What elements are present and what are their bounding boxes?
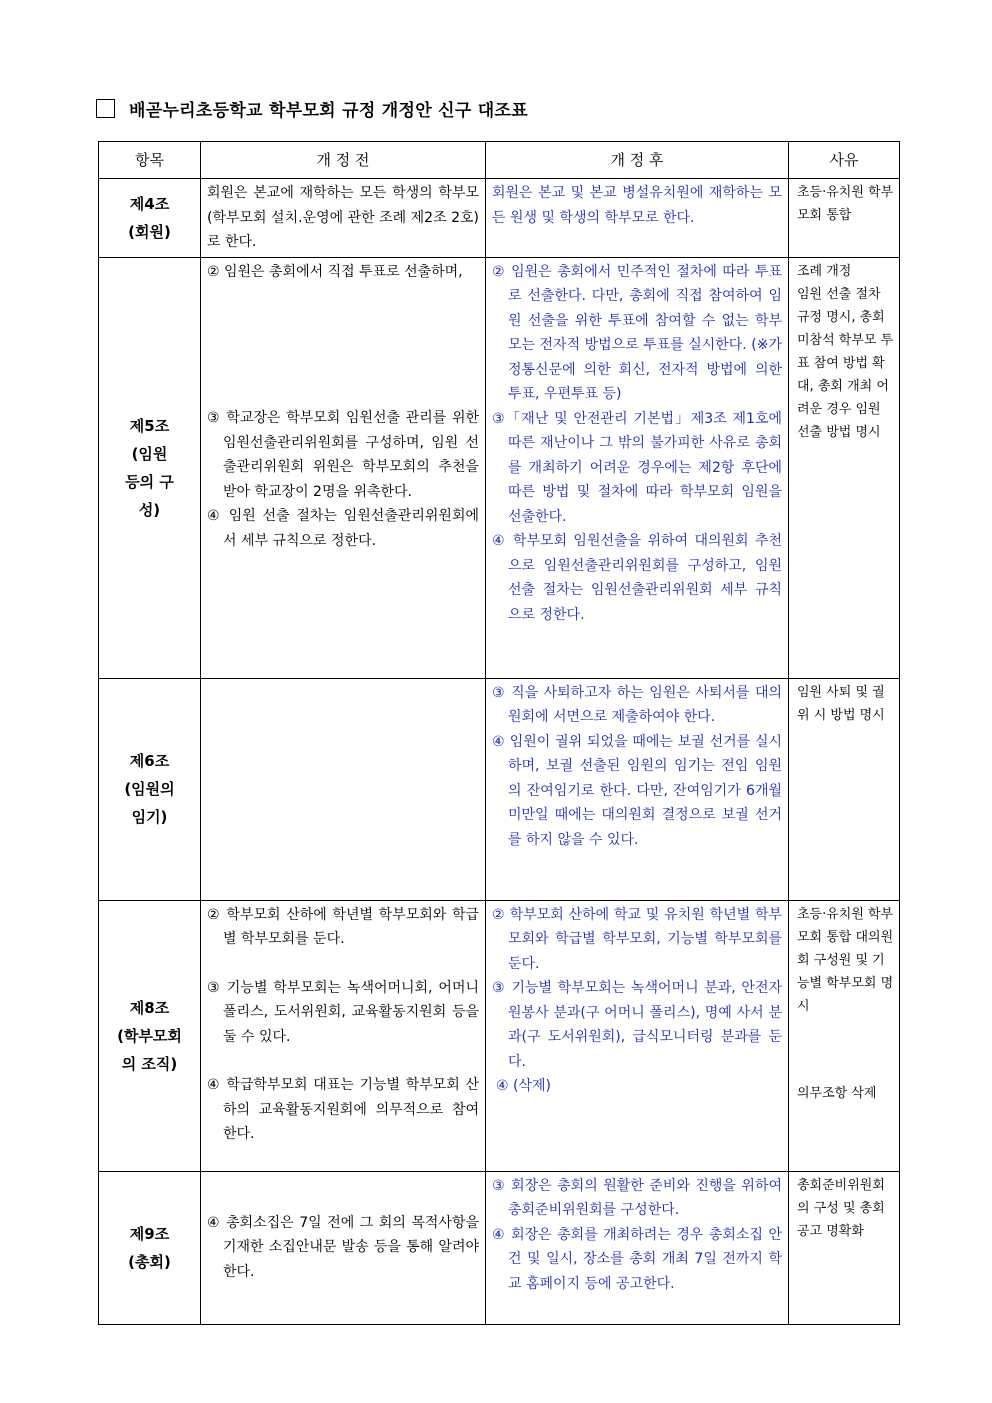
reason-cell — [789, 257, 900, 678]
reason-cell — [789, 678, 900, 900]
before-item: ② 학부모회 산하에 학년별 학부모회와 학급별 학부모회를 둔다. — [207, 906, 479, 947]
after-item: ④ 학부모회 임원선출을 위하여 대의원회 추천으로 임원선출관리위원회를 구성하고, 임원 선출 절차는 임원선출관리위원회 세부 규칙으로 정한다. — [492, 533, 782, 623]
article-cell — [99, 678, 201, 900]
reason-text: 초등·유치원 학부모회 통합 — [797, 185, 894, 223]
reason-cell — [789, 179, 900, 258]
article-number: 제4조 — [129, 194, 170, 213]
reason-text: 임원 사퇴 및 궐위 시 방법 명시 — [797, 684, 885, 723]
reason-text: 조례 개정 — [797, 263, 852, 279]
article-number: 제8조 — [129, 998, 170, 1017]
reason-text: 임원 선출 절차 규정 명시, 총회 미참석 학부모 투표 참여 방법 확대, 총회 개최 어려운 경우 임원 선출 방법 명시 — [797, 286, 894, 440]
after-item: ③ 직을 사퇴하고자 하는 임원은 사퇴서를 대의원회에 서면으로 제출하여야 한다. — [492, 684, 782, 725]
table-row — [99, 678, 900, 900]
before-item: ④ 학급학부모회 대표는 기능별 학부모회 산하의 교육활동지원회에 의무적으로 참여한다. — [207, 1077, 479, 1142]
before-item: ④ 총회소집은 7일 전에 그 회의 목적사항을 기재한 소집안내문 발송 등을 통해 알려야 한다. — [207, 1214, 479, 1280]
article-number: 제6조 — [129, 752, 170, 770]
article-cell — [99, 257, 201, 678]
table-row — [99, 257, 900, 678]
header-row — [99, 142, 900, 179]
after-cell — [486, 257, 789, 678]
before-text: 회원은 본교에 재학하는 모든 학생의 학부모(학부모회 설치.운영에 관한 조례 제2조 2호)로 한다. — [207, 185, 479, 250]
header-after: 개 정 후 — [486, 142, 789, 179]
after-item: ④ 임원이 궐위 되었을 때에는 보궐 선거를 실시하며, 보궐 선출된 임원의 임기는 전임 임원의 잔여임기로 한다. 다만, 잔여임기가 6개월 미만일 때에는 대의원회 결정으로 보궐 선거를 하지 않을 수 있다. — [492, 733, 782, 848]
after-item: ③「재난 및 안전관리 기본법」제3조 제1호에 따른 재난이나 그 밖의 불가피한 사유로 총회를 개최하기 어려운 경우에는 제2항 후단에 따른 방법 및 절차에 따라 학부모회 임원을 선출한다. — [492, 410, 782, 525]
before-cell — [201, 1171, 486, 1324]
after-item: ③ 기능별 학부모회는 녹색어머니 분과, 안전자원봉사 분과(구 어머니 폴리스), 명예 사서 분과(구 도서위원회), 급식모니터링 분과를 둔다. — [492, 980, 782, 1070]
before-cell — [201, 257, 486, 678]
after-cell — [486, 179, 789, 258]
article-cell — [99, 179, 201, 258]
after-text: 회원은 본교 및 본교 병설유치원에 재학하는 모든 원생 및 학생의 학부모로 한다. — [492, 185, 782, 226]
article-number: 제9조 — [129, 1224, 170, 1243]
before-cell — [201, 179, 486, 258]
before-cell — [201, 678, 486, 900]
after-item: ④ (삭제) — [496, 1078, 551, 1094]
header-item: 항목 — [99, 142, 201, 179]
before-item: ④ 임원 선출 절차는 임원선출관리위원회에서 세부 규칙으로 정한다. — [207, 508, 479, 549]
document-title — [96, 95, 528, 121]
before-item: ③ 기능별 학부모회는 녹색어머니회, 어머니 폴리스, 도서위원회, 교육활동지원회 등을 둘 수 있다. — [207, 979, 479, 1045]
table-row — [99, 900, 900, 1171]
reason-cell — [789, 1171, 900, 1324]
article-name: (회원) — [128, 222, 171, 241]
header-reason: 사유 — [789, 142, 900, 179]
before-cell — [201, 900, 486, 1171]
article-cell — [99, 900, 201, 1171]
after-cell — [486, 900, 789, 1171]
reason-cell — [789, 900, 900, 1171]
before-item: ③ 학교장은 학부모회 임원선출 관리를 위한 임원선출관리위원회를 구성하며, 임원 선출관리위원회 위원은 학부모회의 추천을 받아 학교장이 2명을 위촉한다. — [207, 410, 479, 500]
after-item: ② 임원은 총회에서 민주적인 절차에 따라 투표로 선출한다. 다만, 총회에 직접 참여하여 임원 선출을 위한 투표에 참여할 수 없는 학부모는 전자적 방법으로 투표를 실시한다. (※가정통신문에 의한 회신, 전자적 방법에 의한 투표, 우편투표 등) — [492, 263, 782, 402]
article-name: (임원의 임기) — [124, 780, 175, 826]
before-item: ② 임원은 총회에서 직접 투표로 선출하며, — [207, 263, 463, 280]
article-name: (임원 등의 구성) — [125, 444, 174, 519]
reason-text: 의무조항 삭제 — [797, 1085, 877, 1101]
after-item: ④ 회장은 총회를 개최하려는 경우 총회소집 안건 및 일시, 장소를 총회 개최 7일 전까지 학교 홈페이지 등에 공고한다. — [492, 1226, 782, 1292]
comparison-table — [98, 141, 900, 1325]
table-row — [99, 1171, 900, 1324]
title-text: 배곧누리초등학교 학부모회 규정 개정안 신구 대조표 — [129, 100, 528, 121]
after-cell — [486, 678, 789, 900]
article-cell — [99, 1171, 201, 1324]
after-item: ② 학부모회 산하에 학교 및 유치원 학년별 학부모회와 학급별 학부모회, 기능별 학부모회를 둔다. — [492, 906, 782, 972]
after-cell — [486, 1171, 789, 1324]
article-name: (총회) — [128, 1252, 171, 1271]
checkbox-square-icon — [96, 99, 115, 118]
reason-text: 초등·유치원 학부모회 통합 대의원회 구성원 및 기능별 학부모회 명시 — [797, 906, 894, 1014]
reason-text: 총회준비위원회의 구성 및 총회 공고 명확화 — [797, 1177, 885, 1239]
article-name: (학부모회의 조직) — [117, 1026, 182, 1073]
header-before: 개 정 전 — [201, 142, 486, 179]
after-item: ③ 회장은 총회의 원활한 준비와 진행을 위하여 총회준비위원회를 구성한다. — [492, 1177, 782, 1218]
article-number: 제5조 — [129, 416, 170, 435]
table-row — [99, 179, 900, 258]
